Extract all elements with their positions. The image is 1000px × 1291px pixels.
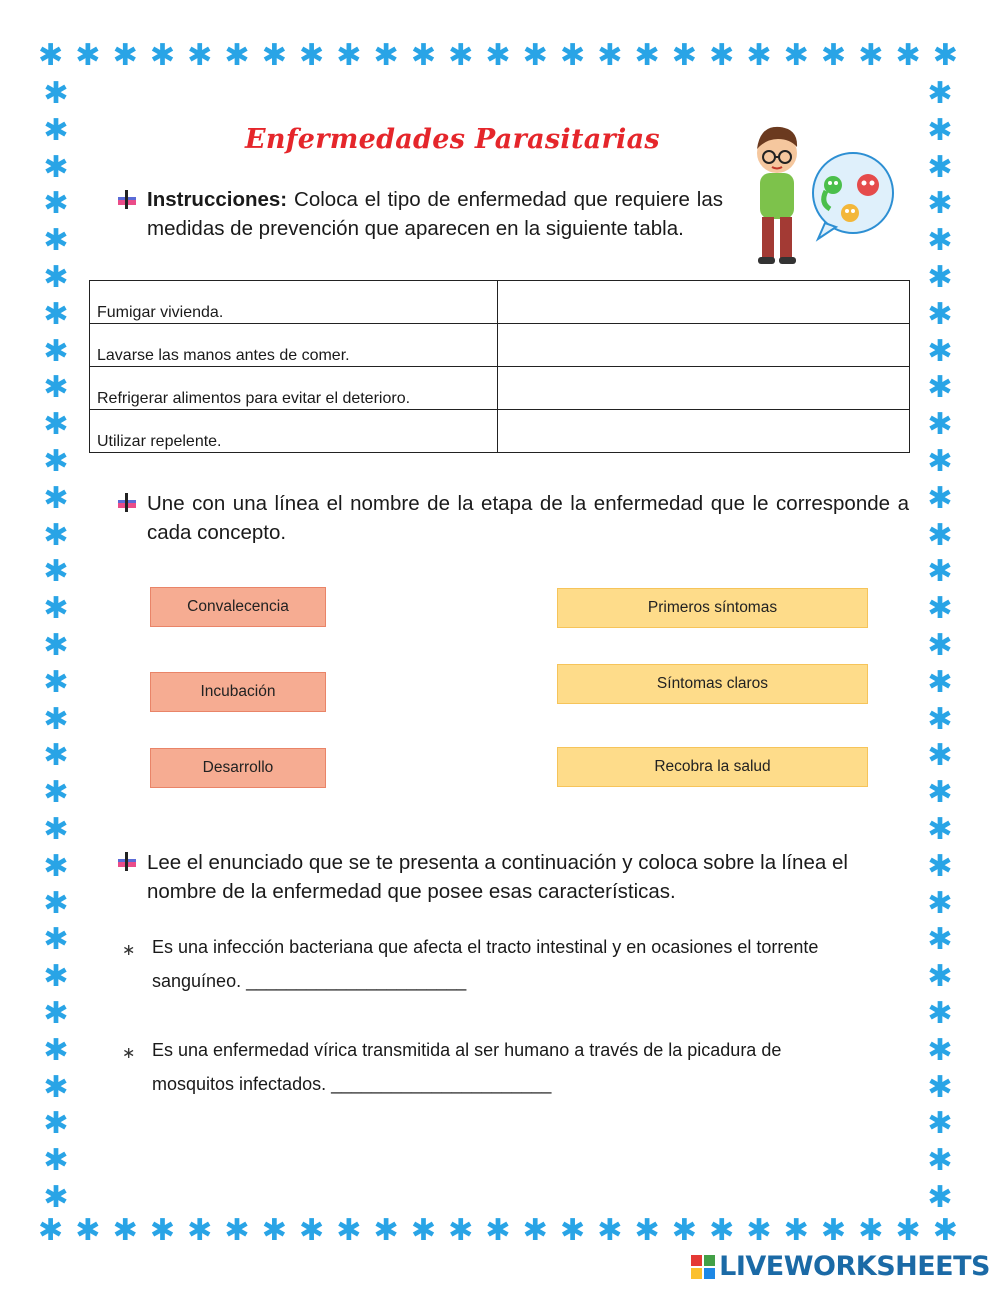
snowflake-icon: ✱: [336, 1213, 362, 1248]
snowflake-icon: ✱: [298, 38, 325, 73]
answer-cell[interactable]: [498, 410, 910, 453]
snowflake-icon: ✱: [43, 1106, 69, 1142]
snowflake-icon: ✱: [485, 38, 511, 73]
answer-cell[interactable]: [498, 324, 910, 367]
snowflake-icon: ✱: [522, 1213, 548, 1248]
snowflake-icon: ✱: [43, 959, 69, 995]
snowflake-icon: ✱: [895, 38, 921, 73]
table-row: [90, 410, 910, 453]
snowflake-icon: ✱: [112, 1213, 138, 1248]
snowflake-icon: ✱: [671, 38, 697, 73]
snowflake-icon: ✱: [38, 38, 64, 73]
snowflake-icon: ✱: [927, 186, 953, 222]
snowflake-icon: ✱: [43, 112, 69, 148]
bullet-icon: [118, 190, 138, 210]
snowflake-icon: ✱: [43, 443, 69, 479]
snowflake-icon: ✱: [75, 38, 101, 73]
germ-yellow-icon: [841, 204, 859, 222]
snowflake-icon: ✱: [43, 701, 69, 737]
table-row: [90, 324, 910, 367]
snowflake-icon: ✱: [746, 1213, 772, 1248]
concept-primeros-sintomas[interactable]: Primeros síntomas: [557, 588, 868, 628]
snowflake-icon: ✱: [43, 664, 69, 700]
question-1-line1: Es una infección bacteriana que afecta el tracto intestinal y en ocasiones el torrente: [152, 937, 819, 957]
snowflake-icon: ✱: [522, 38, 548, 73]
snowflake-icon: ✱: [43, 296, 69, 332]
question-2-line1: Es una enfermedad vírica transmitida al ser humano a través de la picadura de: [152, 1040, 782, 1060]
bullet-icon: [118, 852, 138, 872]
prevention-measure: Utilizar repelente.: [90, 410, 498, 453]
snowflake-icon: ✱: [43, 149, 69, 185]
snowflake-icon: ✱: [927, 1032, 953, 1068]
snowflake-icon: ✱: [43, 885, 69, 921]
snowflake-icon: ✱: [927, 1106, 953, 1142]
page-border-right: [922, 76, 958, 1216]
snowflake-icon: ✱: [927, 959, 953, 995]
snowflake-icon: ✱: [927, 627, 953, 663]
snowflake-icon: ✱: [927, 517, 953, 553]
snowflake-icon: ✱: [820, 38, 847, 73]
snowflake-icon: ✱: [858, 38, 884, 73]
stage-convalecencia[interactable]: Convalecencia: [150, 587, 326, 627]
snowflake-icon: ✱: [927, 591, 953, 627]
liveworksheets-logo-icon: [691, 1255, 715, 1279]
liveworksheets-brand: [691, 1251, 990, 1282]
snowflake-icon: ✱: [927, 1143, 953, 1179]
prevention-measure: Fumigar vivienda.: [90, 281, 498, 324]
snowflake-icon: ✱: [43, 223, 69, 259]
snowflake-icon: ✱: [927, 1179, 953, 1215]
snowflake-icon: ✱: [783, 38, 809, 73]
snowflake-icon: ✱: [927, 701, 953, 737]
snowflake-icon: ✱: [927, 333, 953, 369]
snowflake-icon: ✱: [373, 38, 399, 73]
snowflake-icon: ✱: [597, 38, 623, 73]
answer-cell[interactable]: [498, 281, 910, 324]
snowflake-icon: ✱: [43, 1069, 69, 1105]
question-1-line2[interactable]: sanguíneo. ______________________: [152, 971, 467, 991]
page-border-top: [38, 38, 958, 74]
snowflake-icon: ✱: [485, 1213, 511, 1248]
snowflake-icon: ✱: [927, 922, 953, 958]
instructions-label: Instrucciones:: [147, 188, 288, 211]
snowflake-icon: ✱: [75, 1213, 101, 1248]
snowflake-icon: ✱: [149, 38, 175, 73]
snowflake-icon: ✱: [932, 1213, 958, 1248]
snowflake-icon: ✱: [448, 1213, 474, 1248]
snowflake-icon: ✱: [224, 1213, 250, 1248]
snowflake-icon: ✱: [43, 1032, 69, 1068]
fill-in-instructions: Lee el enunciado que se te presenta a continuación y coloca sobre la línea el nombre de la enfermedad que posee esas características.: [147, 851, 848, 903]
answer-cell[interactable]: [498, 367, 910, 410]
concept-sintomas-claros[interactable]: Síntomas claros: [557, 664, 868, 704]
snowflake-icon: ✱: [597, 1213, 623, 1248]
snowflake-icon: ✱: [112, 38, 138, 73]
snowflake-icon: ✱: [43, 480, 69, 516]
snowflake-icon: ✱: [927, 259, 953, 295]
prevention-table: [89, 280, 910, 453]
snowflake-icon: ✱: [38, 1213, 64, 1248]
snowflake-icon: ✱: [927, 738, 953, 774]
table-row: [90, 281, 910, 324]
snowflake-icon: ✱: [43, 591, 69, 627]
snowflake-icon: ✱: [43, 76, 69, 111]
bullet-icon: [118, 493, 138, 513]
boy-icon: [757, 127, 797, 264]
snowflake-icon: ✱: [43, 370, 69, 406]
snowflake-icon: ✱: [224, 38, 250, 73]
snowflake-icon: ✱: [43, 922, 69, 958]
snowflake-icon: ✱: [927, 223, 953, 259]
snowflake-icon: ✱: [336, 38, 362, 73]
snowflake-icon: ✱: [448, 38, 474, 73]
snowflake-icon: ✱: [783, 1213, 809, 1248]
page-title: Enfermedades Parasitarias: [245, 124, 660, 155]
snowflake-icon: ✱: [43, 627, 69, 663]
snowflake-icon: ✱: [927, 112, 953, 148]
asterisk-icon: ∗: [122, 1045, 136, 1062]
snowflake-icon: ✱: [820, 1213, 847, 1248]
snowflake-icon: ✱: [43, 811, 69, 847]
snowflake-icon: ✱: [43, 554, 69, 590]
snowflake-icon: ✱: [410, 38, 436, 73]
snowflake-icon: ✱: [149, 1213, 175, 1248]
snowflake-icon: ✱: [43, 775, 69, 811]
snowflake-icon: ✱: [43, 259, 69, 295]
boy-with-germs-illustration: [740, 115, 900, 275]
snowflake-icon: ✱: [373, 1213, 399, 1248]
table-row: [90, 367, 910, 410]
snowflake-icon: ✱: [927, 76, 953, 111]
snowflake-icon: ✱: [927, 885, 953, 921]
snowflake-icon: ✱: [927, 664, 953, 700]
snowflake-icon: ✱: [927, 149, 953, 185]
snowflake-icon: ✱: [927, 443, 953, 479]
snowflake-icon: ✱: [927, 995, 953, 1031]
snowflake-icon: ✱: [927, 370, 953, 406]
snowflake-icon: ✱: [43, 333, 69, 369]
snowflake-icon: ✱: [858, 1213, 884, 1248]
page-border-bottom: [38, 1213, 958, 1249]
prevention-measure: Refrigerar alimentos para evitar el deterioro.: [90, 367, 498, 410]
snowflake-icon: ✱: [927, 296, 953, 332]
snowflake-icon: ✱: [927, 1069, 953, 1105]
snowflake-icon: ✱: [927, 407, 953, 443]
snowflake-icon: ✱: [43, 995, 69, 1031]
snowflake-icon: ✱: [261, 1213, 287, 1248]
snowflake-icon: ✱: [927, 775, 953, 811]
snowflake-icon: ✱: [927, 848, 953, 884]
question-2-line2[interactable]: mosquitos infectados. ______________________: [152, 1074, 552, 1094]
snowflake-icon: ✱: [927, 554, 953, 590]
snowflake-icon: ✱: [43, 407, 69, 443]
snowflake-icon: ✱: [895, 1213, 921, 1248]
snowflake-icon: ✱: [634, 1213, 660, 1248]
snowflake-icon: ✱: [671, 1213, 697, 1248]
prevention-measure: Lavarse las manos antes de comer.: [90, 324, 498, 367]
snowflake-icon: ✱: [410, 1213, 436, 1248]
instructions-text: [147, 186, 723, 243]
snowflake-icon: ✱: [43, 738, 69, 774]
snowflake-icon: ✱: [927, 811, 953, 847]
brand-text: LIVEWORKSHEETS: [719, 1251, 990, 1282]
concept-recobra-la-salud[interactable]: Recobra la salud: [557, 747, 868, 787]
stage-desarrollo[interactable]: Desarrollo: [150, 748, 326, 788]
snowflake-icon: ✱: [298, 1213, 325, 1248]
snowflake-icon: ✱: [709, 38, 735, 73]
snowflake-icon: ✱: [43, 1143, 69, 1179]
snowflake-icon: ✱: [932, 38, 958, 73]
germ-red-icon: [857, 174, 879, 196]
snowflake-icon: ✱: [43, 1179, 69, 1215]
snowflake-icon: ✱: [559, 38, 586, 73]
snowflake-icon: ✱: [187, 38, 213, 73]
stage-incubacion[interactable]: Incubación: [150, 672, 326, 712]
snowflake-icon: ✱: [261, 38, 287, 73]
snowflake-icon: ✱: [559, 1213, 586, 1248]
snowflake-icon: ✱: [746, 38, 772, 73]
matching-instructions: Une con una línea el nombre de la etapa de la enfermedad que le corresponde a cada concepto.: [147, 492, 909, 544]
snowflake-icon: ✱: [927, 480, 953, 516]
snowflake-icon: ✱: [43, 186, 69, 222]
instructions-body: Coloca el tipo de enfermedad que requiere las medidas de prevención que aparecen en la siguiente tabla.: [147, 188, 723, 240]
snowflake-icon: ✱: [43, 848, 69, 884]
snowflake-icon: ✱: [43, 517, 69, 553]
page-border-left: [38, 76, 74, 1216]
asterisk-icon: ∗: [122, 942, 136, 959]
snowflake-icon: ✱: [187, 1213, 213, 1248]
snowflake-icon: ✱: [634, 38, 660, 73]
snowflake-icon: ✱: [709, 1213, 735, 1248]
